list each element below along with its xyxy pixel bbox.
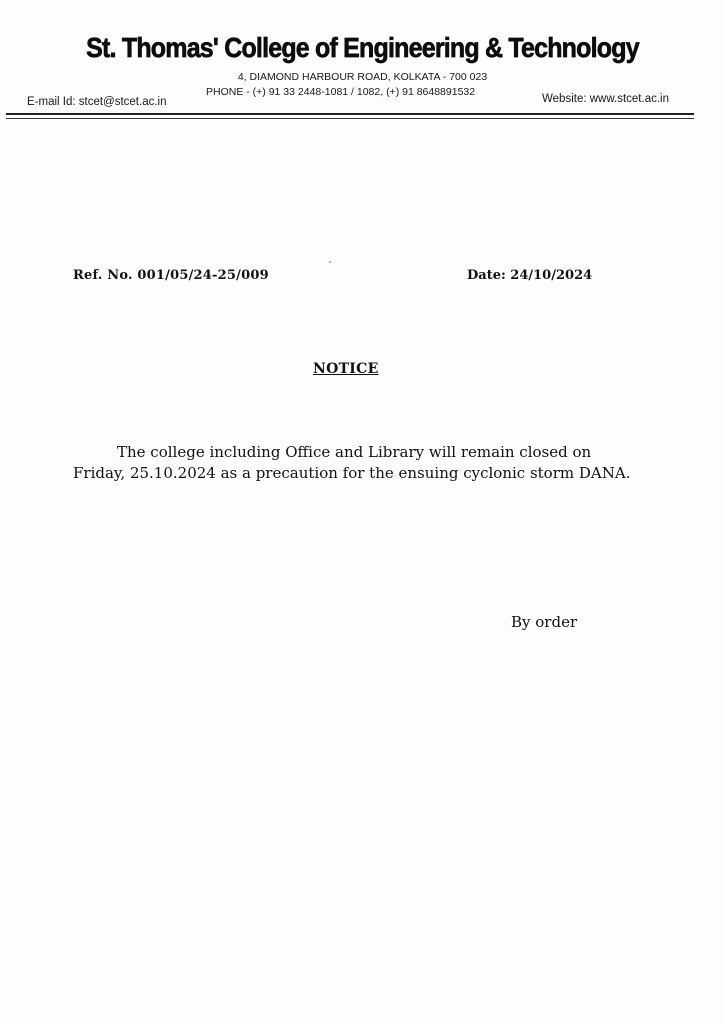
reference-number: Ref. No. 001/05/24-25/009 (73, 268, 269, 283)
college-website: Website: www.stcet.ac.in (542, 93, 669, 105)
letterhead-divider-thick (6, 113, 694, 115)
notice-date: Date: 24/10/2024 (467, 268, 593, 283)
notice-title: NOTICE (313, 361, 379, 377)
college-name: St. Thomas' College of Engineering & Technology (86, 32, 639, 64)
notice-body-paragraph: The college including Office and Library will remain closed on Friday, 25.10.2024 as a precaution for the ensuing cyclonic storm DANA. (73, 443, 631, 482)
college-email: E-mail Id: stcet@stcet.ac.in (27, 96, 167, 108)
signoff: By order (511, 613, 578, 631)
letterhead-divider-thin (6, 118, 694, 119)
college-phone: PHONE - (+) 91 33 2448-1081 / 1082, (+) 91 8648891532 (206, 86, 476, 98)
notice-body (73, 442, 633, 484)
college-address: 4, DIAMOND HARBOUR ROAD, KOLKATA - 700 023 (237, 71, 488, 83)
scan-speck (329, 261, 331, 263)
